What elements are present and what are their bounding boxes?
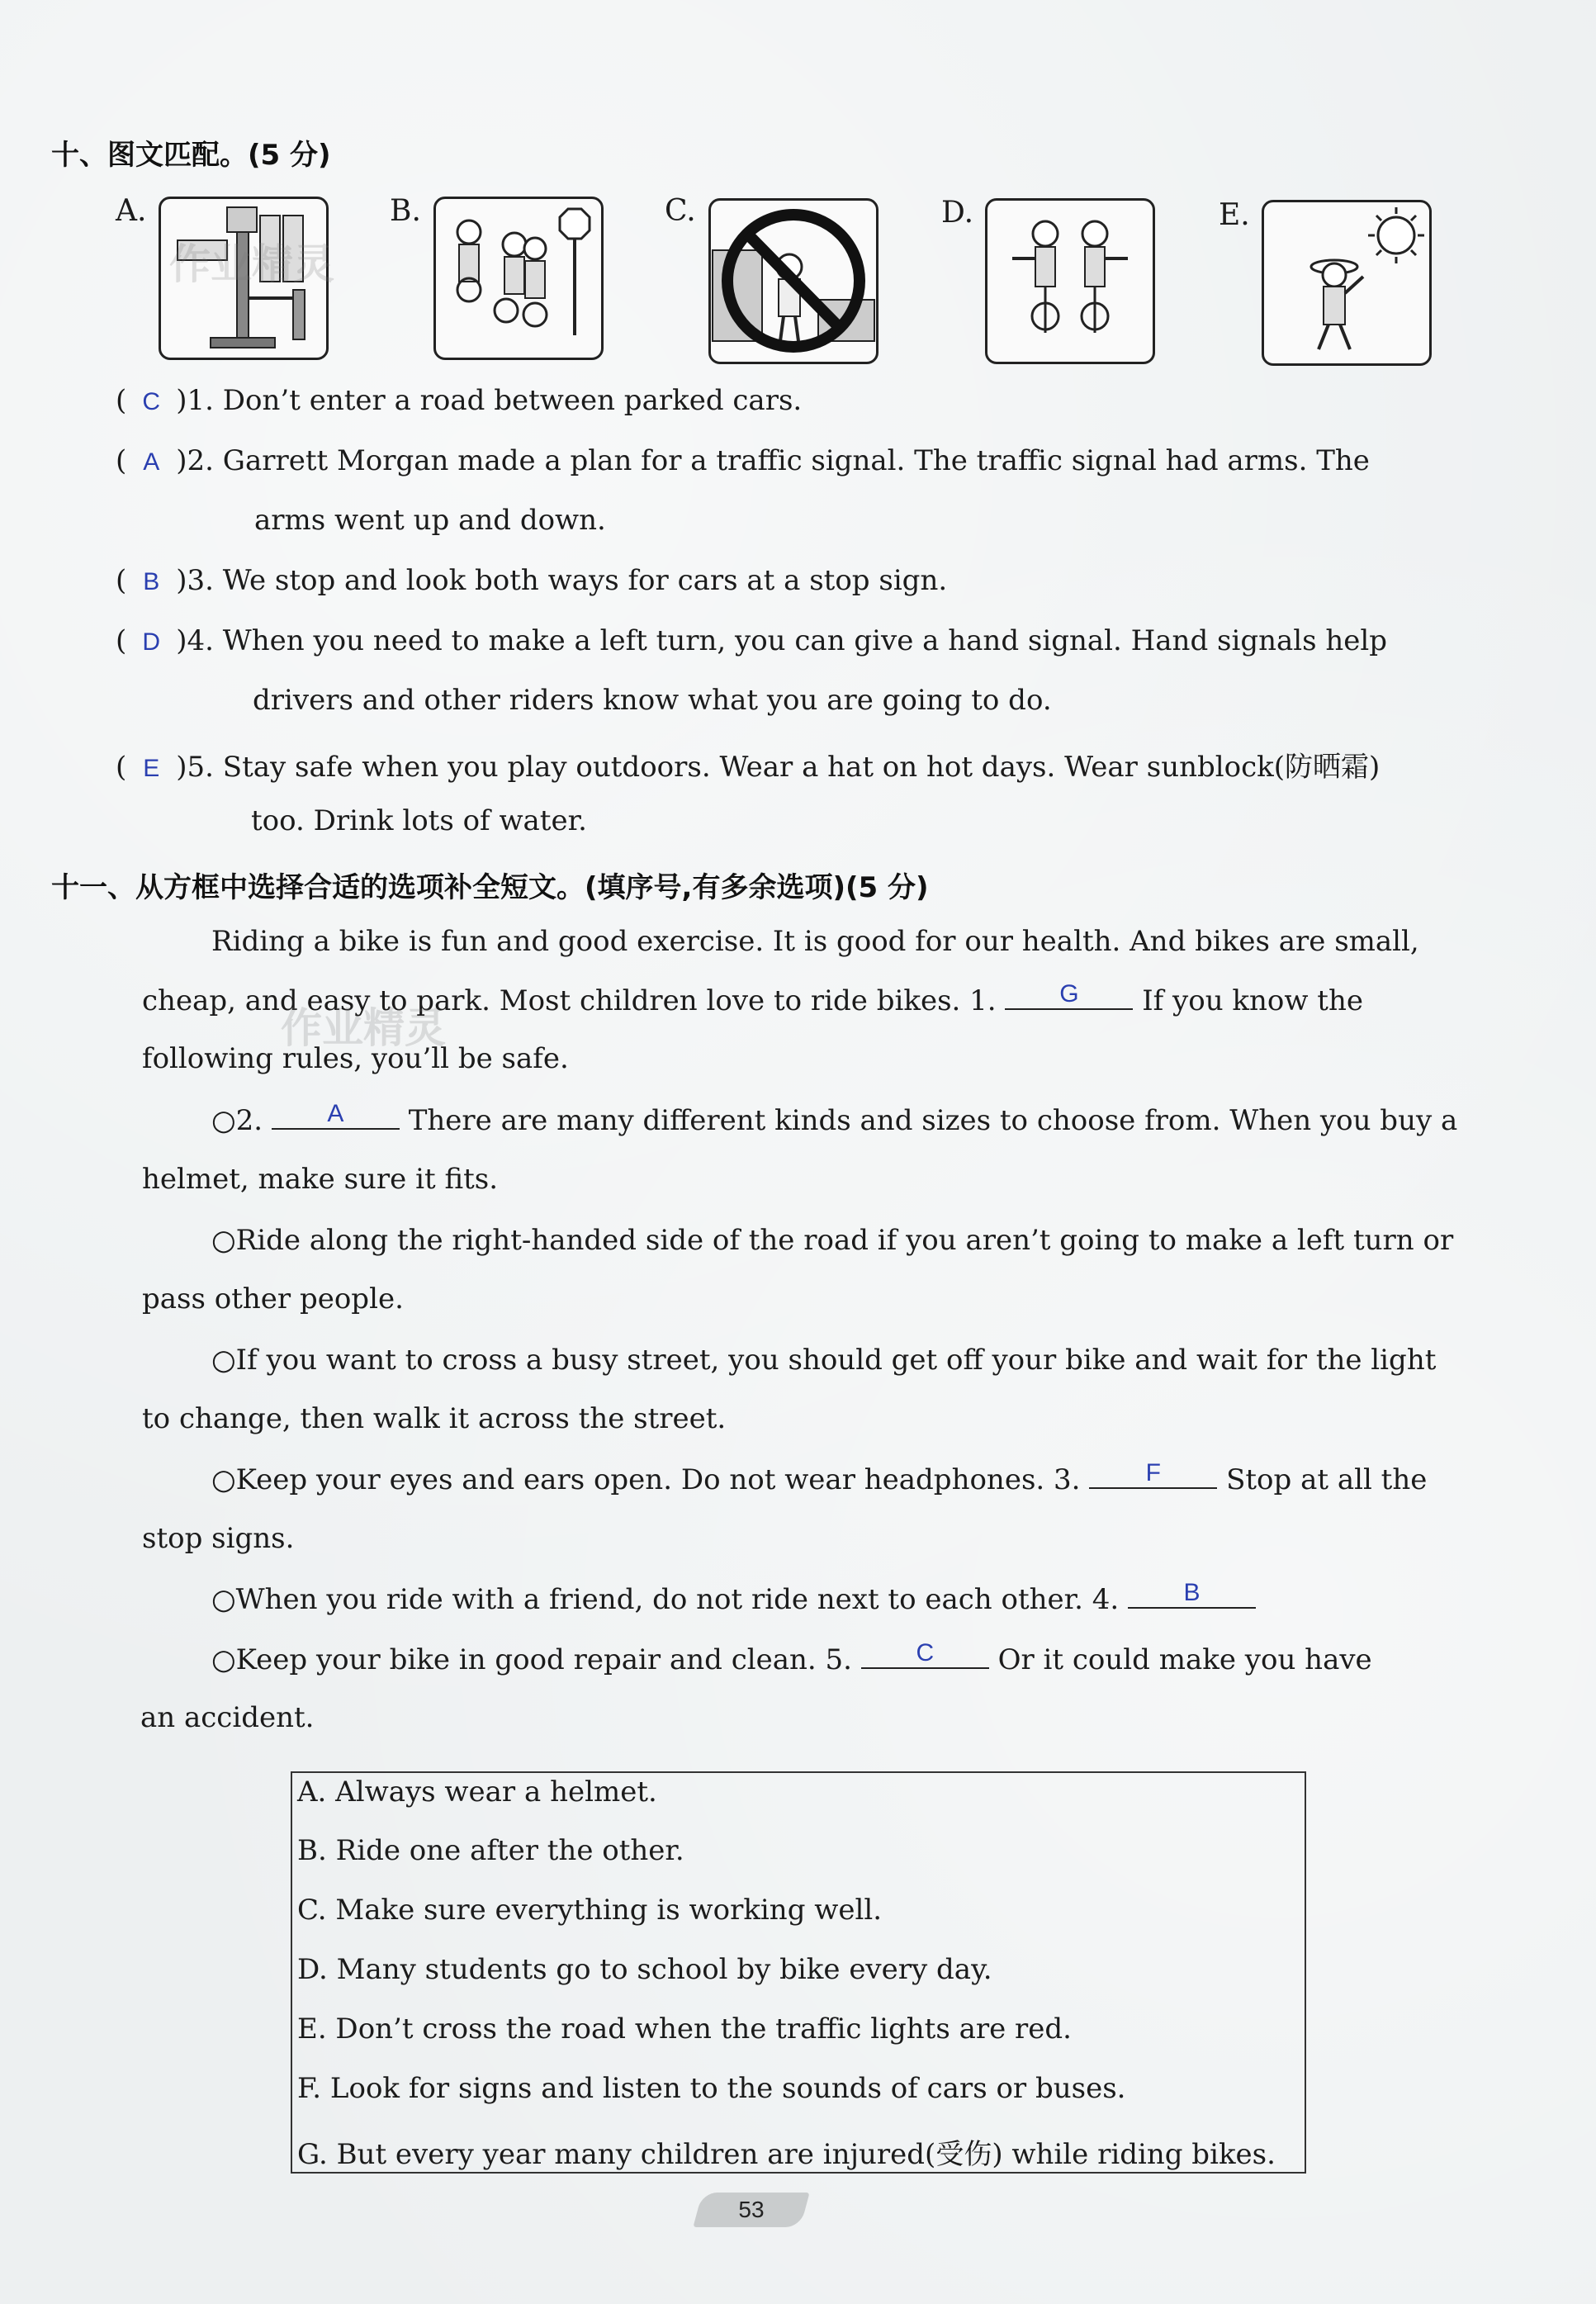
- passage-p2-line2: helmet, make sure it fits.: [142, 1163, 499, 1196]
- stop-sign-riders-icon: [433, 197, 604, 360]
- passage-p7-line2: an accident.: [140, 1701, 315, 1734]
- passage-p5-line2: stop signs.: [142, 1522, 295, 1555]
- answer-2[interactable]: A: [143, 448, 160, 476]
- option-a: A. Always wear a helmet.: [297, 1775, 657, 1809]
- passage-p6-line1: ○When you ride with a friend, do not ride next to each other. 4. B: [211, 1583, 1256, 1617]
- match-item-5: ( E )5. Stay safe when you play outdoors. Wear a hat on hot days. Wear sunblock(防晒霜): [116, 751, 1381, 784]
- watermark-2: 作业精灵: [281, 1004, 446, 1052]
- picture-label-a: A.: [116, 194, 147, 228]
- answer-1[interactable]: C: [142, 388, 161, 415]
- picture-label-c: C.: [665, 194, 696, 228]
- option-f: F. Look for signs and listen to the sounds of cars or buses.: [297, 2072, 1126, 2105]
- watermark: 作业精灵: [169, 240, 334, 288]
- match-item-4-cont: drivers and other riders know what you are going to do.: [253, 684, 1052, 717]
- blank-5[interactable]: C: [861, 1639, 989, 1669]
- section-10-heading: 十、图文匹配。(5 分): [51, 139, 331, 172]
- passage-p1-line3: following rules, you’ll be safe.: [142, 1042, 569, 1075]
- no-crossing-between-cars-icon: [708, 198, 879, 364]
- passage-p1-line1: Riding a bike is fun and good exercise. It is good for our health. And bikes are small,: [211, 925, 1419, 958]
- picture-label-d: D.: [941, 196, 974, 230]
- page-number-badge: [693, 2193, 809, 2227]
- match-item-2-cont: arms went up and down.: [254, 504, 606, 537]
- blank-2[interactable]: A: [272, 1100, 400, 1130]
- answer-3[interactable]: B: [143, 568, 160, 595]
- passage-p5-line1: ○Keep your eyes and ears open. Do not wear headphones. 3. F Stop at all the: [211, 1459, 1428, 1496]
- passage-p3-line2: pass other people.: [142, 1282, 404, 1316]
- option-d: D. Many students go to school by bike every day.: [297, 1953, 992, 1986]
- match-item-4: ( D )4. When you need to make a left turn, you can give a hand signal. Hand signals help: [116, 624, 1388, 657]
- passage-p2-line1: ○2. A There are many different kinds and sizes to choose from. When you buy a: [211, 1100, 1458, 1137]
- section-11-heading: 十一、从方框中选择合适的选项补全短文。(填序号,有多余选项)(5 分): [51, 871, 929, 904]
- match-item-5-cont: too. Drink lots of water.: [251, 804, 587, 837]
- answer-4[interactable]: D: [142, 628, 161, 656]
- blank-4[interactable]: B: [1128, 1579, 1256, 1609]
- picture-label-e: E.: [1219, 198, 1250, 232]
- option-g: G. But every year many children are injured(受伤) while riding bikes.: [297, 2138, 1276, 2171]
- page-number: 53: [738, 2197, 765, 2222]
- blank-3[interactable]: F: [1089, 1459, 1217, 1489]
- passage-p1-line2: cheap, and easy to park. Most children love to ride bikes. 1. G If you know the: [142, 980, 1363, 1017]
- hand-signal-riders-icon: [985, 198, 1155, 364]
- match-item-3: ( B )3. We stop and look both ways for cars at a stop sign.: [116, 564, 948, 597]
- passage-p3-line1: ○Ride along the right-handed side of the road if you aren’t going to make a left turn or: [211, 1224, 1454, 1257]
- option-b: B. Ride one after the other.: [297, 1834, 684, 1867]
- blank-1[interactable]: G: [1005, 980, 1133, 1010]
- match-item-2: ( A )2. Garrett Morgan made a plan for a traffic signal. The traffic signal had arms. The: [116, 444, 1370, 477]
- answer-5[interactable]: E: [143, 755, 160, 782]
- sun-hat-icon: [1262, 200, 1432, 366]
- passage-p7-line1: ○Keep your bike in good repair and clean. 5. C Or it could make you have: [211, 1639, 1372, 1676]
- picture-label-b: B.: [390, 194, 421, 228]
- option-c: C. Make sure everything is working well.: [297, 1894, 883, 1927]
- option-e: E. Don’t cross the road when the traffic lights are red.: [297, 2012, 1072, 2046]
- passage-p4-line2: to change, then walk it across the street.: [142, 1402, 727, 1435]
- match-item-1: ( C )1. Don’t enter a road between parked cars.: [116, 384, 803, 417]
- passage-p4-line1: ○If you want to cross a busy street, you should get off your bike and wait for the light: [211, 1344, 1437, 1377]
